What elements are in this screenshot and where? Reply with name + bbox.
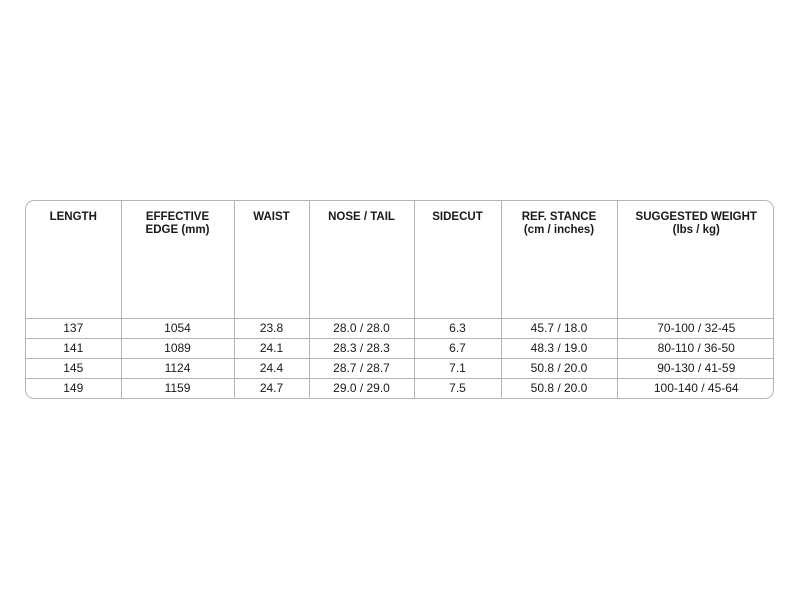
header-nose-tail-label: NOSE / TAIL <box>328 211 395 223</box>
cell-sidecut: 7.1 <box>414 358 501 378</box>
header-nose-tail <box>309 201 414 318</box>
header-waist-label: WAIST <box>253 211 290 223</box>
cell-sidecut: 6.7 <box>414 338 501 358</box>
cell-ref-stance: 50.8 / 20.0 <box>501 378 617 398</box>
cell-length: 137 <box>26 318 121 338</box>
cell-ref-stance: 50.8 / 20.0 <box>501 358 617 378</box>
cell-ref-stance: 45.7 / 18.0 <box>501 318 617 338</box>
header-effective-edge-unit: EDGE (mm) <box>145 224 210 236</box>
table-row <box>26 358 774 378</box>
header-effective-edge <box>121 201 234 318</box>
cell-nose-tail: 28.3 / 28.3 <box>309 338 414 358</box>
cell-waist: 23.8 <box>234 318 309 338</box>
cell-suggested-weight: 80-110 / 36-50 <box>617 338 774 358</box>
header-length <box>26 201 121 318</box>
cell-effective-edge: 1124 <box>121 358 234 378</box>
header-row <box>26 201 774 318</box>
spec-table <box>26 201 774 398</box>
cell-waist: 24.4 <box>234 358 309 378</box>
cell-effective-edge: 1159 <box>121 378 234 398</box>
cell-suggested-weight: 100-140 / 45-64 <box>653 380 739 395</box>
cell-suggested-weight: 90-130 / 41-59 <box>617 358 774 378</box>
cell-nose-tail: 28.7 / 28.7 <box>309 358 414 378</box>
header-suggested-weight-unit: (lbs / kg) <box>672 224 720 236</box>
cell-length: 141 <box>26 338 121 358</box>
header-ref-stance <box>501 201 617 318</box>
header-suggested-weight <box>617 201 774 318</box>
header-sidecut-label: SIDECUT <box>432 211 483 223</box>
header-effective-edge-label: EFFECTIVE <box>145 211 210 223</box>
cell-suggested-weight: 70-100 / 32-45 <box>617 318 774 338</box>
cell-waist: 24.7 <box>234 378 309 398</box>
cell-sidecut: 7.5 <box>414 378 501 398</box>
table-row <box>26 318 774 338</box>
spec-table-container <box>25 200 774 399</box>
header-sidecut <box>414 201 501 318</box>
table-row <box>26 378 774 398</box>
cell-effective-edge: 1054 <box>121 318 234 338</box>
cell-sidecut: 6.3 <box>414 318 501 338</box>
cell-ref-stance: 48.3 / 19.0 <box>501 338 617 358</box>
header-waist <box>234 201 309 318</box>
header-ref-stance-label: REF. STANCE <box>521 211 597 223</box>
header-suggested-weight-label: SUGGESTED WEIGHT <box>635 211 757 223</box>
cell-length: 145 <box>26 358 121 378</box>
cell-effective-edge: 1089 <box>121 338 234 358</box>
header-ref-stance-unit: (cm / inches) <box>523 224 595 236</box>
cell-length: 149 <box>26 378 121 398</box>
cell-nose-tail: 28.0 / 28.0 <box>309 318 414 338</box>
table-row <box>26 338 774 358</box>
header-length-label: LENGTH <box>49 211 97 223</box>
cell-nose-tail: 29.0 / 29.0 <box>309 378 414 398</box>
cell-waist: 24.1 <box>234 338 309 358</box>
